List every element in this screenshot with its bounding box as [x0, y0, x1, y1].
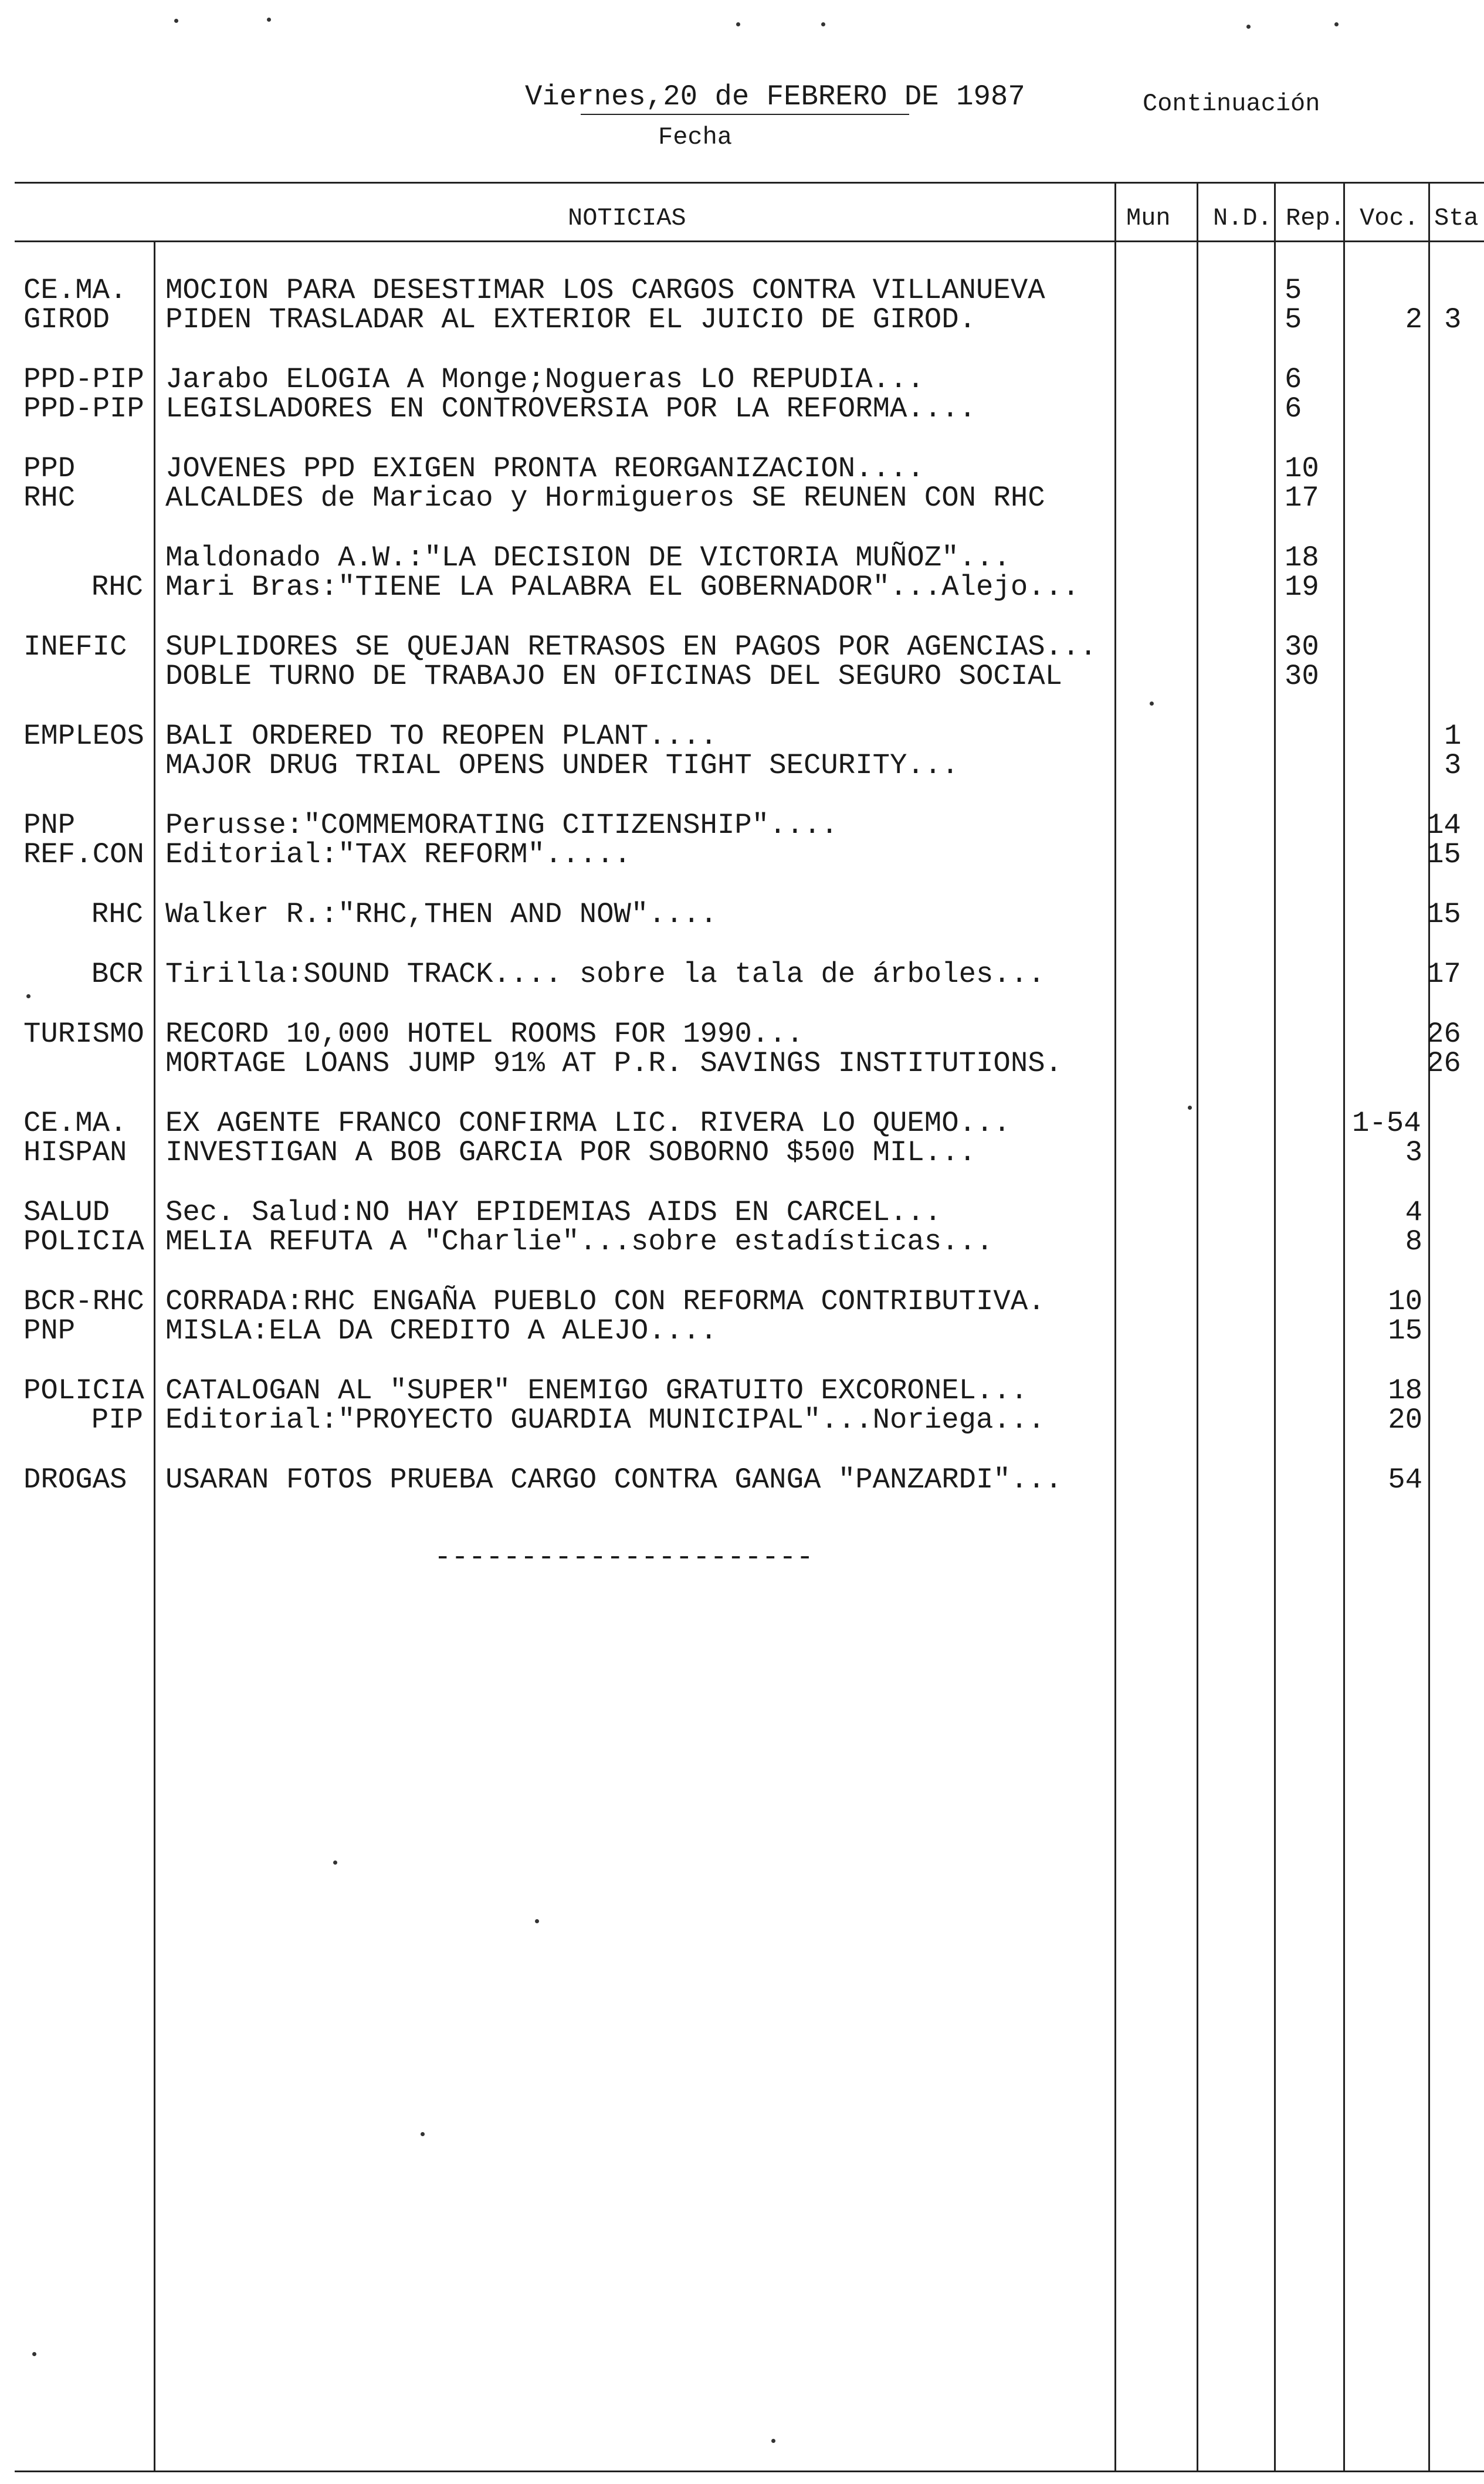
table-top-border [15, 182, 1484, 184]
scan-speck [26, 994, 31, 998]
fecha-label: Fecha [658, 123, 733, 151]
row-voc: 15 [1388, 1314, 1422, 1347]
row-headline: Walker R.:"RHC,THEN AND NOW".... [165, 898, 717, 931]
row-category: PPD-PIP [23, 392, 144, 425]
divider-category [154, 240, 155, 2471]
row-star: 26 [1427, 1018, 1461, 1050]
divider-voc [1343, 182, 1345, 2471]
end-separator: ---------------------- [434, 1541, 814, 1574]
scan-speck [1246, 25, 1251, 29]
scan-speck [32, 2352, 36, 2356]
row-headline: MOCION PARA DESESTIMAR LOS CARGOS CONTRA VILLANUEVA [165, 274, 1045, 307]
row-headline: Tirilla:SOUND TRACK.... sobre la tala de árboles... [165, 958, 1045, 991]
row-category: RHC [23, 482, 76, 514]
divider-nd [1197, 182, 1198, 2471]
row-category: DROGAS [23, 1463, 127, 1496]
row-headline: MORTAGE LOANS JUMP 91% AT P.R. SAVINGS INSTITUTIONS. [165, 1047, 1063, 1080]
row-headline: INVESTIGAN A BOB GARCIA POR SOBORNO $500 MIL... [165, 1136, 977, 1169]
row-headline: CATALOGAN AL "SUPER" ENEMIGO GRATUITO EXCORONEL... [165, 1374, 1028, 1407]
row-category: PIP [91, 1404, 144, 1436]
row-category: PPD-PIP [23, 363, 144, 396]
scan-speck [535, 1919, 539, 1923]
col-header-star: Sta [1434, 204, 1479, 232]
row-category: RHC [91, 571, 144, 604]
row-category: REF.CON [23, 838, 144, 871]
row-rep: 6 [1285, 392, 1302, 425]
row-headline: ALCALDES de Maricao y Hormigueros SE REUNEN CON RHC [165, 482, 1045, 514]
row-voc: 10 [1388, 1285, 1422, 1318]
row-category: POLICIA [23, 1225, 144, 1258]
row-voc: 4 [1405, 1196, 1422, 1229]
row-headline: LEGISLADORES EN CONTROVERSIA POR LA REFORMA.... [165, 392, 977, 425]
row-category: EMPLEOS [23, 720, 144, 753]
row-category: GIROD [23, 303, 110, 336]
col-header-noticias: NOTICIAS [568, 204, 686, 232]
row-headline: CORRADA:RHC ENGAÑA PUEBLO CON REFORMA CONTRIBUTIVA. [165, 1285, 1045, 1318]
scan-speck [736, 22, 740, 26]
continuation-label: Continuación [1143, 90, 1320, 118]
scan-speck [821, 22, 825, 26]
row-voc: 1-54 [1352, 1107, 1421, 1140]
row-headline: Perusse:"COMMEMORATING CITIZENSHIP".... [165, 809, 838, 842]
row-star: 15 [1427, 838, 1461, 871]
divider-mun [1114, 182, 1116, 2471]
row-headline: PIDEN TRASLADAR AL EXTERIOR EL JUICIO DE GIROD. [165, 303, 977, 336]
row-headline: Sec. Salud:NO HAY EPIDEMIAS AIDS EN CARCEL... [165, 1196, 942, 1229]
row-star: 15 [1427, 898, 1461, 931]
row-category: RHC [91, 898, 144, 931]
row-voc: 3 [1405, 1136, 1422, 1169]
row-category: CE.MA. [23, 1107, 127, 1140]
row-headline: USARAN FOTOS PRUEBA CARGO CONTRA GANGA "PANZARDI"... [165, 1463, 1063, 1496]
divider-star [1428, 182, 1430, 2471]
col-header-mun: Mun [1126, 204, 1171, 232]
row-rep: 18 [1285, 541, 1319, 574]
scan-speck [333, 1861, 337, 1865]
row-headline: SUPLIDORES SE QUEJAN RETRASOS EN PAGOS POR AGENCIAS... [165, 631, 1097, 663]
row-category: INEFIC [23, 631, 127, 663]
divider-rep [1274, 182, 1276, 2471]
row-voc: 54 [1388, 1463, 1422, 1496]
row-rep: 5 [1285, 274, 1302, 307]
row-voc: 8 [1405, 1225, 1422, 1258]
row-headline: Editorial:"TAX REFORM"..... [165, 838, 631, 871]
header-date: Viernes,20 de FEBRERO DE 1987 [525, 80, 1025, 113]
col-header-nd: N.D. [1213, 204, 1272, 232]
row-category: PPD [23, 452, 76, 485]
row-headline: Mari Bras:"TIENE LA PALABRA EL GOBERNADOR"...Alejo... [165, 571, 1080, 604]
row-star: 3 [1444, 303, 1462, 336]
row-headline: Jarabo ELOGIA A Monge;Nogueras LO REPUDIA... [165, 363, 924, 396]
row-rep: 10 [1285, 452, 1319, 485]
row-category: PNP [23, 1314, 76, 1347]
row-headline: MELIA REFUTA A "Charlie"...sobre estadísticas... [165, 1225, 994, 1258]
scan-speck [1150, 702, 1154, 706]
date-underline [581, 114, 909, 115]
scan-speck [1188, 1106, 1192, 1110]
row-headline: MAJOR DRUG TRIAL OPENS UNDER TIGHT SECURITY... [165, 749, 959, 782]
row-category: HISPAN [23, 1136, 127, 1169]
row-rep: 5 [1285, 303, 1302, 336]
row-headline: JOVENES PPD EXIGEN PRONTA REORGANIZACION.... [165, 452, 924, 485]
col-header-voc: Voc. [1360, 204, 1419, 232]
row-headline: Maldonado A.W.:"LA DECISION DE VICTORIA MUÑOZ"... [165, 541, 1011, 574]
scan-speck [421, 2132, 425, 2136]
row-star: 14 [1427, 809, 1461, 842]
row-rep: 17 [1285, 482, 1319, 514]
row-headline: BALI ORDERED TO REOPEN PLANT.... [165, 720, 717, 753]
row-category: TURISMO [23, 1018, 144, 1050]
row-category: POLICIA [23, 1374, 144, 1407]
row-rep: 30 [1285, 660, 1319, 693]
scan-speck [771, 2439, 775, 2443]
row-voc: 18 [1388, 1374, 1422, 1407]
row-category: PNP [23, 809, 76, 842]
row-headline: MISLA:ELA DA CREDITO A ALEJO.... [165, 1314, 717, 1347]
row-headline: RECORD 10,000 HOTEL ROOMS FOR 1990... [165, 1018, 804, 1050]
row-category: CE.MA. [23, 274, 127, 307]
row-category: SALUD [23, 1196, 110, 1229]
row-rep: 30 [1285, 631, 1319, 663]
header-bottom-border [15, 240, 1484, 242]
scan-speck [267, 18, 271, 22]
table-bottom-border [15, 2471, 1484, 2472]
scan-speck [1334, 22, 1339, 26]
row-headline: EX AGENTE FRANCO CONFIRMA LIC. RIVERA LO QUEMO... [165, 1107, 1011, 1140]
row-star: 1 [1444, 720, 1462, 753]
row-star: 26 [1427, 1047, 1461, 1080]
row-rep: 19 [1285, 571, 1319, 604]
row-star: 17 [1427, 958, 1461, 991]
row-voc: 2 [1405, 303, 1422, 336]
row-voc: 20 [1388, 1404, 1422, 1436]
col-header-rep: Rep. [1286, 204, 1345, 232]
row-rep: 6 [1285, 363, 1302, 396]
row-headline: DOBLE TURNO DE TRABAJO EN OFICINAS DEL SEGURO SOCIAL [165, 660, 1063, 693]
row-category: BCR-RHC [23, 1285, 144, 1318]
row-category: BCR [91, 958, 144, 991]
scan-speck [174, 19, 178, 23]
row-headline: Editorial:"PROYECTO GUARDIA MUNICIPAL"...Noriega... [165, 1404, 1045, 1436]
row-star: 3 [1444, 749, 1462, 782]
